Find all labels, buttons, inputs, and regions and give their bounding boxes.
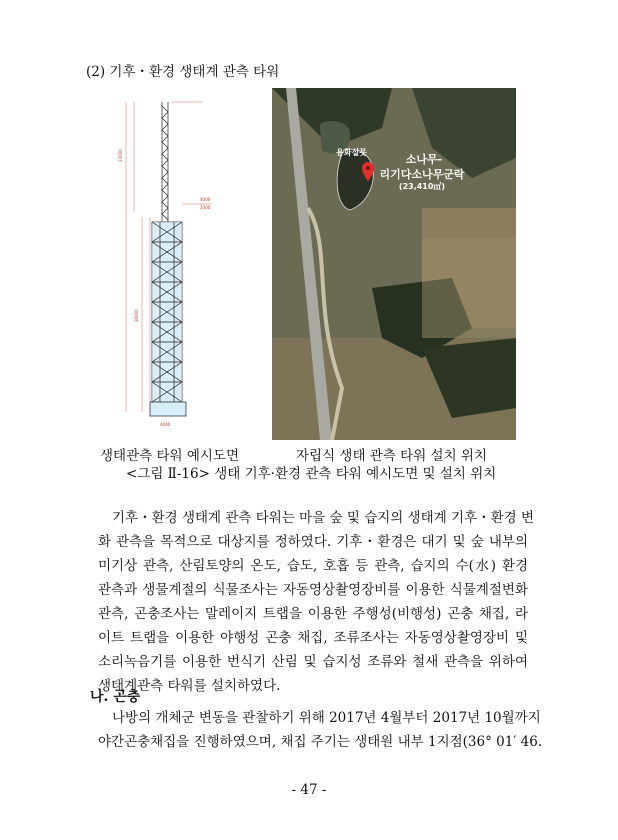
map-label-pond: 용화실못 (336, 148, 367, 157)
satellite-map (272, 88, 516, 440)
body-paragraph (98, 506, 535, 698)
subsection-paragraph (98, 706, 543, 754)
dim-label: 4000 (160, 422, 171, 427)
left-caption: 생태관측 타워 예시도면 (100, 448, 239, 464)
page-number: - 47 - (291, 782, 327, 798)
paragraph-line: 화 관측을 목적으로 대상지를 정하였다. 기후・환경은 대기 및 숲 내부의 (98, 534, 528, 550)
map-label-area: (23,410㎡) (398, 182, 446, 191)
map-label-forest: 리기다소나무군락 (379, 168, 465, 181)
right-caption: 자립식 생태 관측 타워 설치 위치 (296, 448, 487, 464)
section-title: (2) 기후・환경 생태계 관측 타워 (86, 64, 280, 80)
paragraph-line: 나방의 개체군 변동을 관찰하기 위해 2017년 4월부터 2017년 10월까지 (112, 710, 541, 726)
paragraph-line: 관측, 곤충조사는 말레이지 트랩을 이용한 주행성(비행성) 곤충 채집, 라 (98, 606, 528, 622)
dim-label: 2000 (200, 205, 211, 210)
paragraph-line: 기후・환경 생태계 관측 타워는 마을 숲 및 습지의 생태계 기후・환경 변 (112, 510, 535, 526)
tower-drawing (112, 92, 222, 437)
subsection-title: 나. 곤충 (90, 689, 141, 705)
paragraph-line: 소리녹음기를 이용한 번식기 산림 및 습지성 조류와 철새 관측을 위하여 (98, 654, 528, 670)
paragraph-line: 미기상 관측, 산림토양의 온도, 습도, 호흡 등 관측, 습지의 수(水) 환경 (98, 558, 528, 574)
map-label-forest: 소나무- (405, 153, 443, 166)
paragraph-line: 이트 트랩을 이용한 야행성 곤충 채집, 조류조사는 자동영상촬영장비 및 (98, 630, 528, 646)
dim-label: 13000 (118, 149, 123, 162)
dim-label: 4000 (200, 197, 211, 202)
paragraph-line: 관측과 생물계절의 식물조사는 자동영상촬영장비를 이용한 식물계절변화 (98, 582, 528, 598)
dim-label: 30000 (134, 309, 139, 322)
figure-title: <그림 Ⅱ-16> 생태 기후·환경 관측 타워 예시도면 및 설치 위치 (126, 466, 497, 482)
paragraph-line: 생태계관측 타워를 설치하였다. (98, 678, 281, 694)
paragraph-line: 야간곤충채집을 진행하였으며, 채집 주기는 생태원 내부 1지점(36° 01′ 46. (98, 734, 543, 750)
